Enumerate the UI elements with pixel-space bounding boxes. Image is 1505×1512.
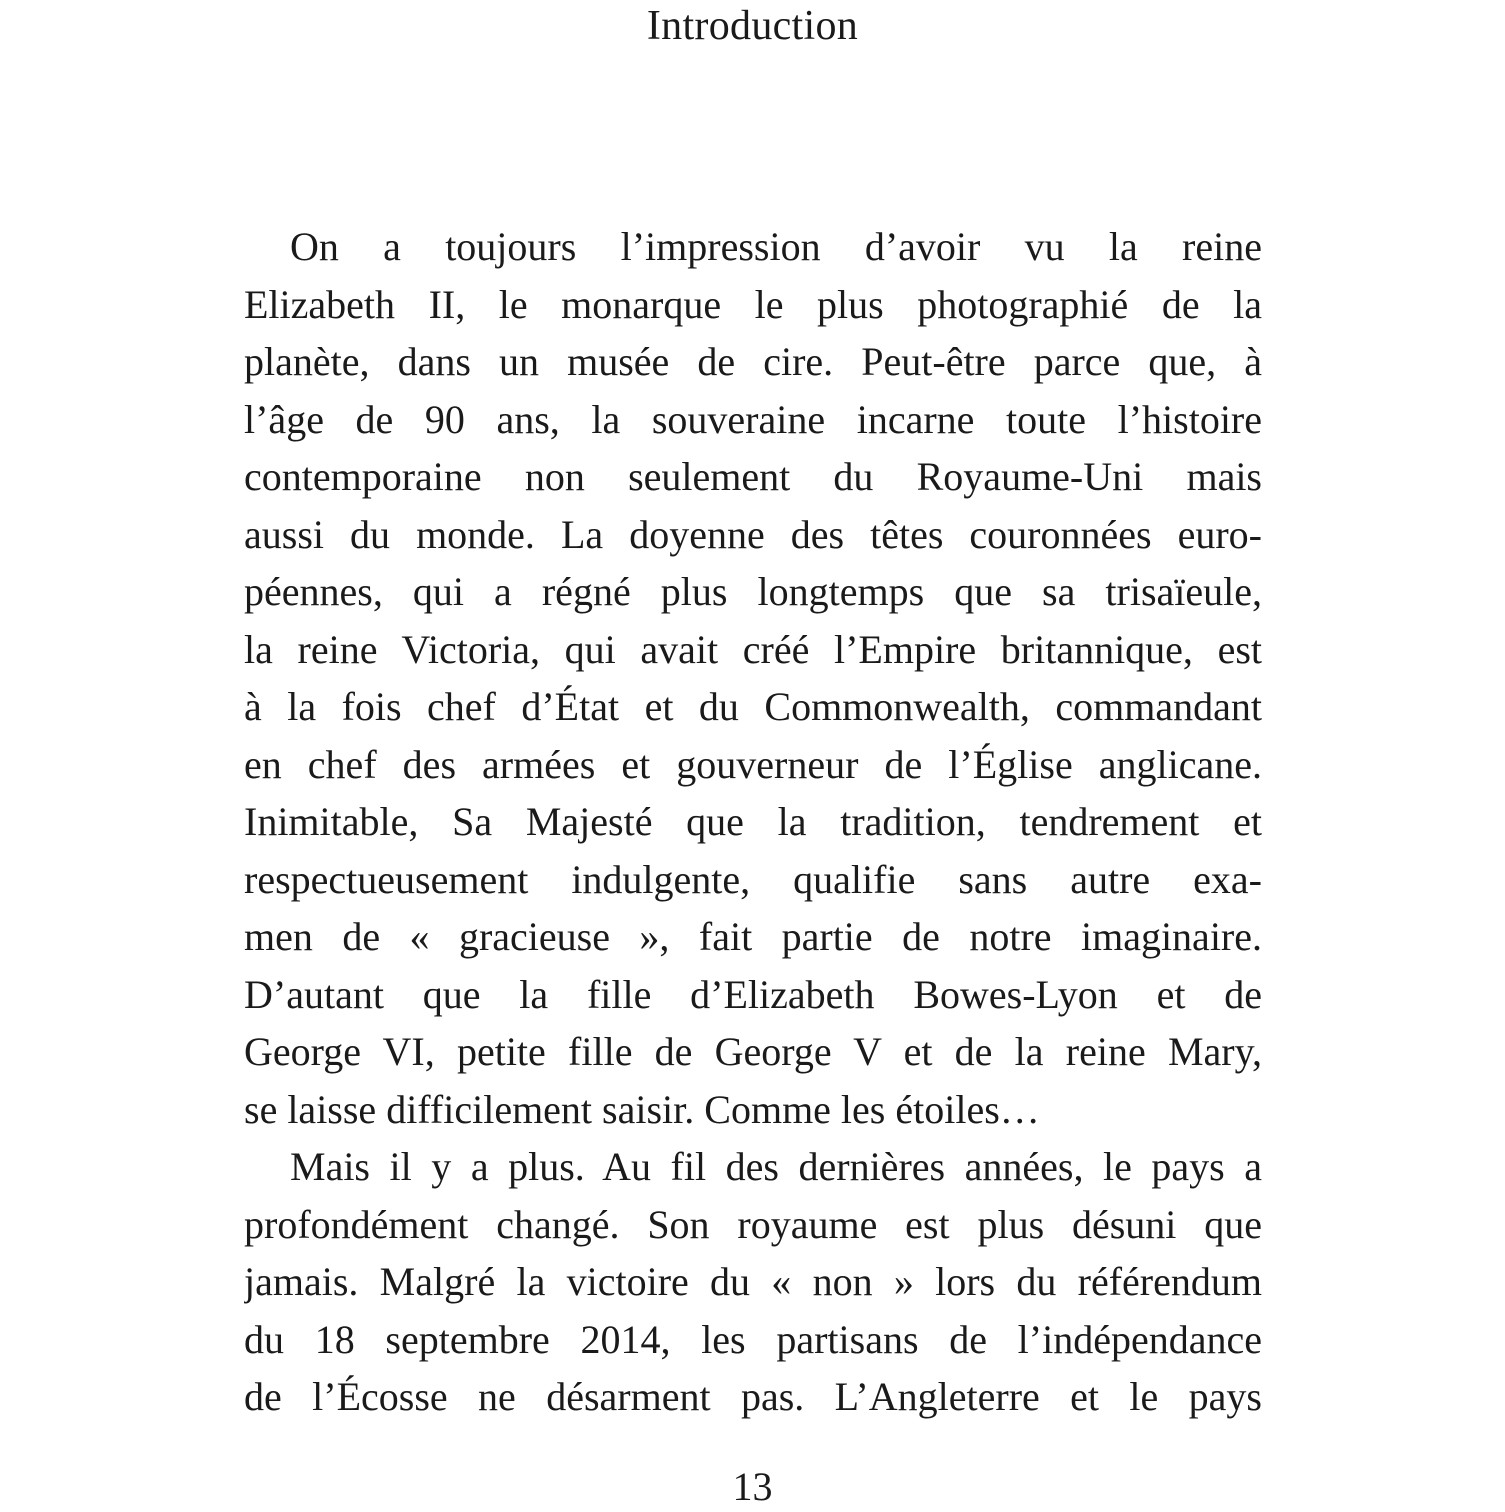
text-line: On a toujours l’impression d’avoir vu la reine [290,224,1262,269]
running-head: Introduction [646,3,859,49]
text-line: l’âge de 90 ans, la souveraine incarne toute l’histoire [244,396,1262,442]
text-line: Mais il y a plus. Au fil des dernières années, le pays a [290,1144,1262,1189]
text-line: profondément changé. Son royaume est plus désuni que [244,1201,1262,1247]
text-line: en chef des armées et gouverneur de l’Église anglicane. [244,741,1262,787]
text-line: à la fois chef d’État et du Commonwealth, commandant [244,684,1262,729]
text-line: aussi du monde. La doyenne des têtes couronnées euro- [244,511,1262,557]
text-line: jamais. Malgré la victoire du « non » lors du référendum [244,1259,1262,1304]
text-line: Elizabeth II, le monarque le plus photographié de la [244,281,1262,327]
text-line: Inimitable, Sa Majesté que la tradition, tendrement et [244,799,1262,844]
text-line: la reine Victoria, qui avait créé l’Empire britannique, est [244,626,1262,672]
text-line: George VI, petite fille de George V et de la reine Mary, [244,1029,1262,1074]
text-line: men de « gracieuse », fait partie de notre imaginaire. [244,914,1262,959]
body-text [244,218,1262,1426]
text-line: du 18 septembre 2014, les partisans de l’indépendance [244,1316,1262,1362]
text-line: de l’Écosse ne désarment pas. L’Angleterre et le pays [244,1374,1262,1419]
text-line: planète, dans un musée de cire. Peut-être parce que, à [244,339,1262,384]
text-line: respectueusement indulgente, qualifie sans autre exa- [244,856,1262,902]
text-line: D’autant que la fille d’Elizabeth Bowes-Lyon et de [244,971,1262,1017]
text-line: se laisse difficilement saisir. Comme les étoiles… [244,1086,1040,1132]
text-line: contemporaine non seulement du Royaume-Uni mais [244,454,1262,499]
text-line: péennes, qui a régné plus longtemps que sa trisaïeule, [244,569,1262,614]
page-number: 13 [732,1464,773,1509]
